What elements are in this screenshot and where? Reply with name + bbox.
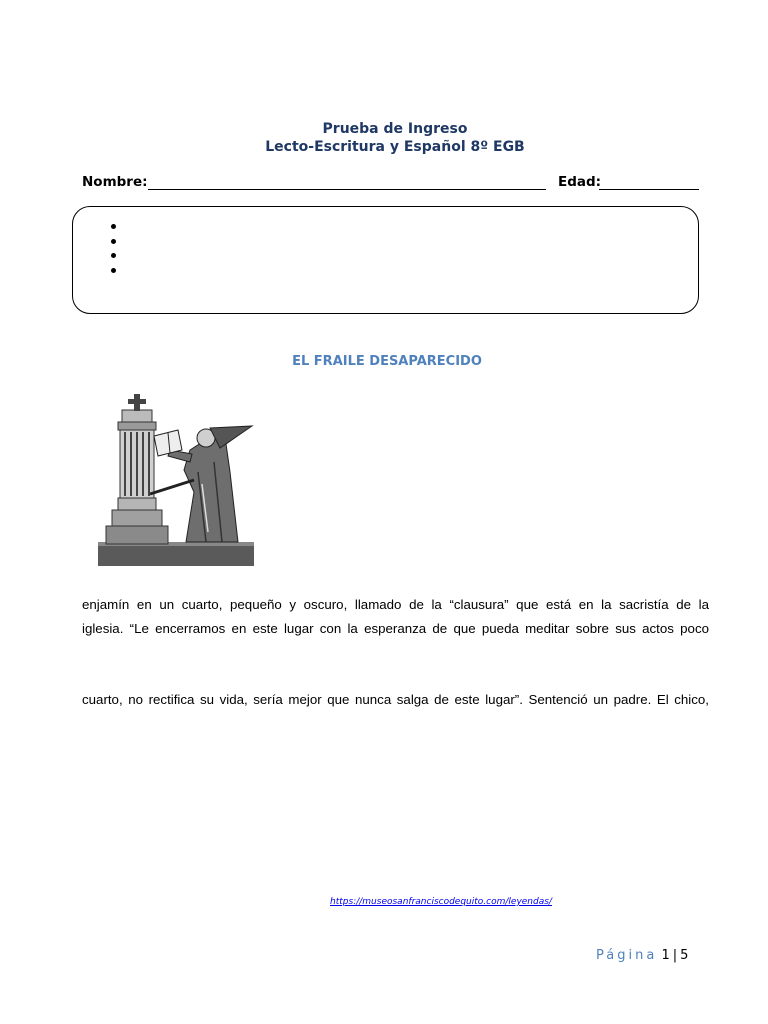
story-line: cuarto, no rectifica su vida, sería mejor que nunca salga de este lugar”. Sentenció un padre. El chico, bbox=[82, 692, 709, 707]
page-number: 1 bbox=[661, 948, 670, 963]
document-title: Prueba de Ingreso bbox=[322, 121, 468, 137]
friar-illustration-image bbox=[98, 392, 254, 568]
story-heading: EL FRAILE DESAPARECIDO bbox=[292, 354, 482, 369]
total-pages: 5 bbox=[680, 948, 689, 963]
page-separator: | bbox=[672, 948, 678, 963]
age-field-line[interactable] bbox=[599, 189, 699, 190]
age-label: Edad: bbox=[558, 174, 602, 190]
instructions-box bbox=[72, 206, 699, 314]
story-line: iglesia. “Le encerramos en este lugar con la esperanza de que pueda meditar sobre sus actos poco bbox=[82, 621, 709, 636]
page-footer bbox=[596, 948, 688, 963]
name-field-line[interactable] bbox=[148, 189, 546, 190]
story-line: enjamín en un cuarto, pequeño y oscuro, llamado de la “clausura” que está en la sacristía de la bbox=[82, 597, 709, 612]
name-label: Nombre: bbox=[82, 174, 148, 190]
document-subtitle: Lecto-Escritura y Español 8º EGB bbox=[265, 139, 525, 155]
source-link[interactable]: https://museosanfranciscodequito.com/leyendas/ bbox=[330, 897, 552, 907]
student-info-row bbox=[82, 174, 702, 194]
page-label: Página bbox=[596, 948, 658, 963]
